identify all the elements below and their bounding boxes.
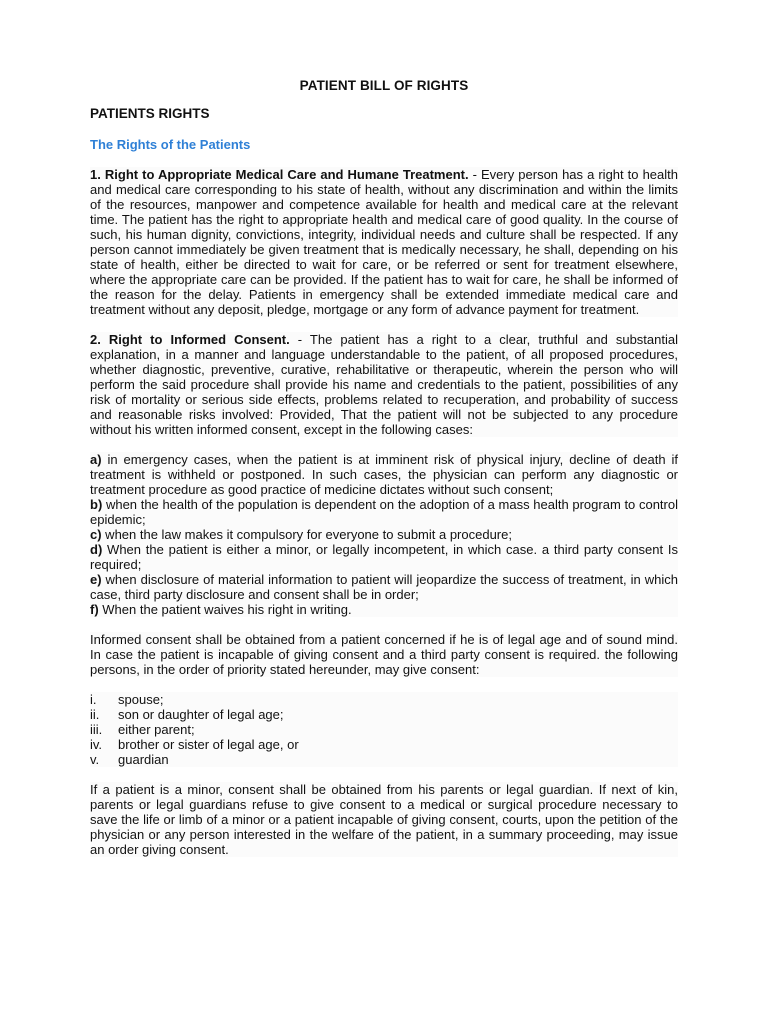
case-item	[90, 497, 678, 527]
case-label: f)	[90, 602, 99, 617]
case-item	[90, 542, 678, 572]
document-body	[90, 106, 678, 872]
list-item	[90, 737, 678, 752]
informed-consent-paragraph: Informed consent shall be obtained from a patient concerned if he is of legal age and of sound mind. In case the patient is incapable of giving consent and a third party consent is required. the following persons, in the order of priority stated hereunder, may give consent:	[90, 632, 678, 677]
exception-cases	[90, 452, 678, 617]
right-1-text: - Every person has a right to health and medical care corresponding to his state of health, without any discrimination and within the limits of the resources, manpower and competence available for health and medical care at the relevant time. The patient has the right to appropriate health and medical care of good quality. In the course of such, his human dignity, convictions, integrity, individual needs and culture shall be respected. If any person cannot immediately be given treatment that is medically necessary, he shall, depending on his state of health, either be directed to wait for care, or be referred or sent for treatment elsewhere, where the appropriate care can be provided. If the patient has to wait for care, he shall be informed of the reason for the delay. Patients in emergency shall be extended immediate medical care and treatment without any deposit, pledge, mortgage or any form of advance payment for treatment.	[90, 167, 678, 317]
case-label: c)	[90, 527, 102, 542]
right-1-heading: 1. Right to Appropriate Medical Care and Humane Treatment.	[90, 167, 469, 182]
list-number: i.	[90, 692, 97, 707]
document-title: PATIENT BILL OF RIGHTS	[299, 78, 469, 93]
list-text: son or daughter of legal age;	[118, 707, 284, 722]
case-item	[90, 602, 678, 617]
case-label: e)	[90, 572, 102, 587]
list-text: either parent;	[118, 722, 195, 737]
list-number: v.	[90, 752, 100, 767]
case-label: d)	[90, 542, 103, 557]
minor-consent-paragraph: If a patient is a minor, consent shall be obtained from his parents or legal guardian. If next of kin, parents or legal guardians refuse to give consent to a medical or surgical procedure necessary to save the life or limb of a minor or a patient incapable of giving consent, courts, upon the petition of the physician or any person interested in the welfare of the patient, in a summary proceeding, may issue an order giving consent.	[90, 782, 678, 857]
case-label: a)	[90, 452, 102, 467]
right-2-text: - The patient has a right to a clear, truthful and substantial explanation, in a manner and language understandable to the patient, of all proposed procedures, whether diagnostic, preventive, curative, rehabilitative or therapeutic, wherein the person who will perform the said procedure shall provide his name and credentials to the patient, possibilities of any risk of mortality or serious side effects, problems related to recuperation, and probability of success and reasonable risks involved: Provided, That the patient will not be subjected to any procedure without his written informed consent, except in the following cases:	[90, 332, 678, 437]
case-text: when the health of the population is dependent on the adoption of a mass health program to control epidemic;	[90, 497, 678, 527]
list-text: brother or sister of legal age, or	[118, 737, 299, 752]
list-text: spouse;	[118, 692, 164, 707]
list-number: ii.	[90, 707, 100, 722]
list-number: iii.	[90, 722, 103, 737]
consent-persons-list	[90, 692, 678, 767]
right-1-paragraph	[90, 167, 678, 317]
section-heading: PATIENTS RIGHTS	[90, 106, 210, 121]
case-text: in emergency cases, when the patient is at imminent risk of physical injury, decline of death if treatment is withheld or postponed. In such cases, the physician can perform any diagnostic or treatment procedure as good practice of medicine dictates without such consent;	[90, 452, 678, 497]
list-item	[90, 707, 678, 722]
case-item	[90, 452, 678, 497]
list-item	[90, 752, 678, 767]
list-number: iv.	[90, 737, 103, 752]
case-text: When the patient is either a minor, or legally incompetent, in which case. a third party consent Is required;	[90, 542, 678, 572]
case-text: When the patient waives his right in writing.	[98, 602, 352, 617]
case-text: when the law makes it compulsory for everyone to submit a procedure;	[101, 527, 512, 542]
list-item	[90, 722, 678, 737]
case-label: b)	[90, 497, 103, 512]
right-2-heading: 2. Right to Informed Consent.	[90, 332, 290, 347]
case-item	[90, 527, 678, 542]
case-text: when disclosure of material information to patient will jeopardize the success of treatment, in which case, third party disclosure and consent shall be in order;	[90, 572, 678, 602]
list-text: guardian	[118, 752, 169, 767]
subheading: The Rights of the Patients	[90, 137, 251, 152]
case-item	[90, 572, 678, 602]
list-item	[90, 692, 678, 707]
right-2-paragraph	[90, 332, 678, 437]
